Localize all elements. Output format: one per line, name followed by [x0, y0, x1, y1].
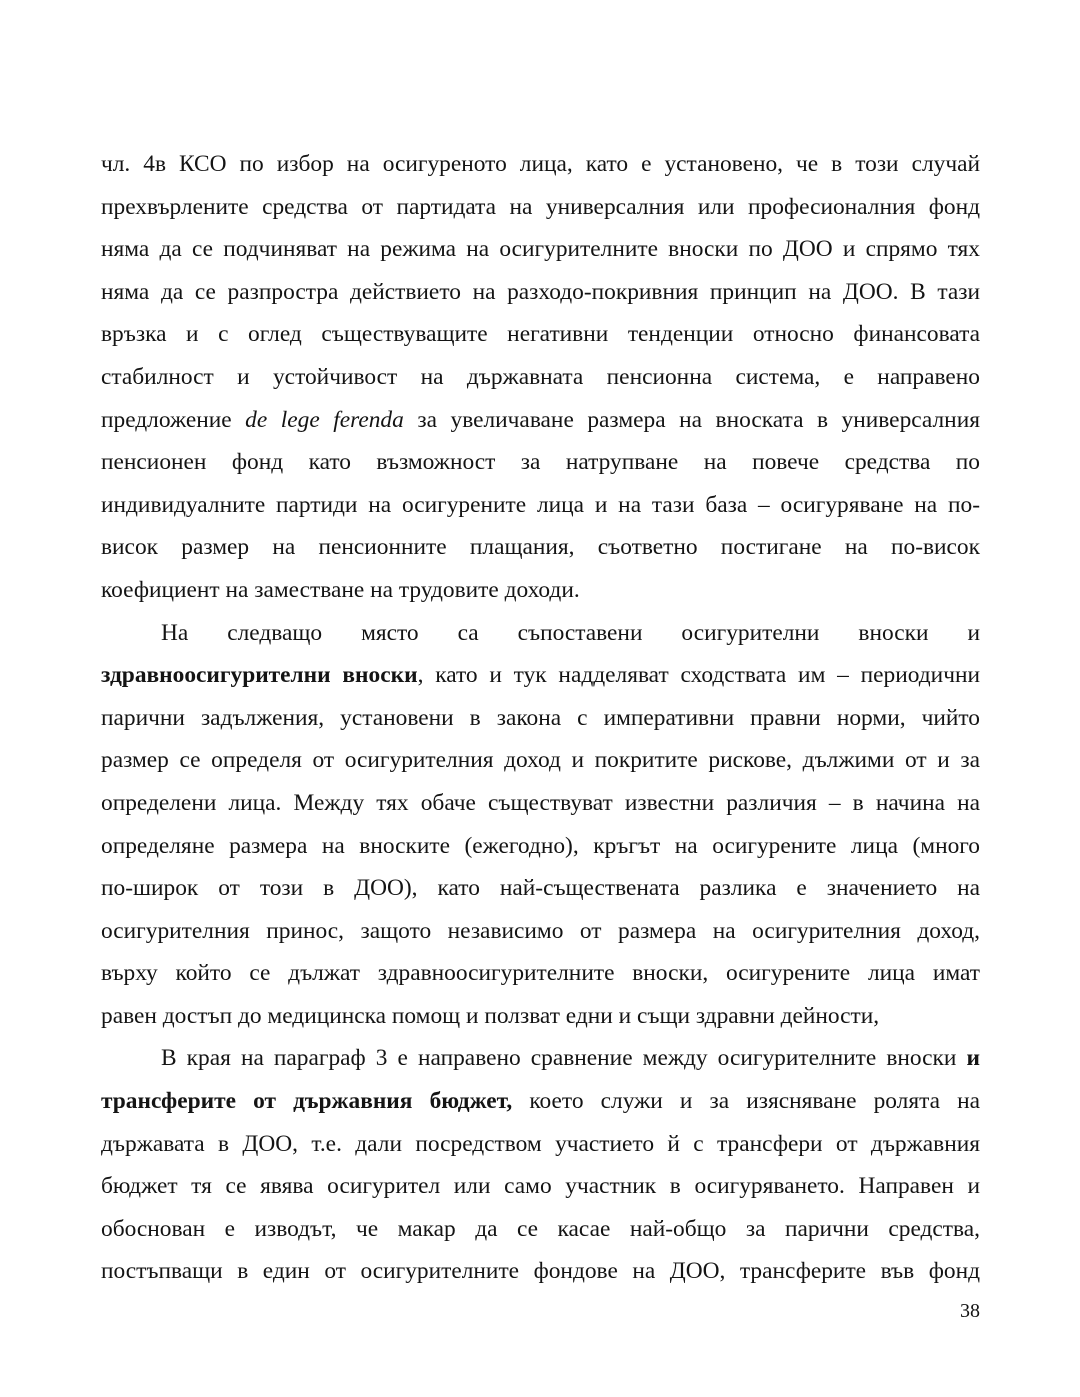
text-segment: за увеличаване размера на вноската в универсалния — [403, 406, 980, 433]
text-line: стабилност и устойчивост на държавната пенсионна система, е направено — [101, 363, 980, 390]
text-line: определени лица. Между тях обаче съществуват известни различия – в начина на — [101, 789, 980, 816]
paragraph-3 — [101, 1037, 980, 1293]
text-line: върху който се дължат здравноосигурителните вноски, осигурените лица имат — [101, 960, 980, 987]
body-text — [101, 143, 980, 1293]
text-line: висок размер на пенсионните плащания, съответно постигане на по-висок — [101, 534, 980, 561]
text-line — [101, 1037, 980, 1080]
text-line: пенсионен фонд като възможност за натрупване на повече средства по — [101, 449, 980, 476]
text-line: определяне размера на вноските (ежегодно), кръгът на осигурените лица (много — [101, 832, 980, 859]
text-line: прехвърлените средства от партидата на универсалния или професионалния фонд — [101, 193, 980, 220]
text-line: по-широк от този в ДОО), като най-съществената разлика е значението на — [101, 875, 980, 902]
page-number: 38 — [960, 1300, 980, 1322]
text-line: парични задължения, установени в закона с императивни правни норми, чийто — [101, 704, 980, 731]
text-line: бюджет тя се явява осигурител или само участник в осигуряването. Направен и — [101, 1173, 980, 1200]
text-line: няма да се разпростра действието на разходо-покривния принцип на ДОО. В тази — [101, 278, 980, 305]
text-line: държавата в ДОО, т.е. дали посредством участието й с трансфери от държавния — [101, 1130, 980, 1157]
paragraph-1 — [101, 143, 980, 612]
text-segment: , като и тук надделяват сходствата им – периодични — [417, 662, 980, 689]
text-line: равен достъп до медицинска помощ и ползват едни и същи здравни дейности, — [101, 1002, 880, 1029]
text-line: коефициент на заместване на трудовите доходи. — [101, 576, 580, 603]
text-line: На следващо място са съпоставени осигурителни вноски и — [161, 619, 980, 646]
latin-term: de lege ferenda — [245, 406, 404, 433]
text-line: постъпващи в един от осигурителните фондове на ДОО, трансферите във фонд — [101, 1258, 980, 1285]
bold-term: здравноосигурителни вноски — [101, 662, 418, 689]
text-line: размер се определя от осигурителния доход и покритите рискове, дължими от и за — [101, 747, 980, 774]
paragraph-2 — [101, 612, 980, 1038]
text-line: чл. 4в КСО по избор на осигуреното лица, като е установено, че в този случай — [101, 151, 980, 177]
text-line: обоснован е изводът, че макар да се касае най-общо за парични средства, — [101, 1215, 980, 1242]
text-line — [101, 399, 980, 442]
bold-term: трансферите от държавния бюджет, — [101, 1088, 513, 1115]
text-line: индивидуалните партиди на осигурените лица и на тази база – осигуряване на по- — [101, 491, 980, 518]
text-segment: което служи и за изясняване ролята на — [512, 1088, 980, 1115]
text-segment: предложение — [101, 406, 246, 433]
bold-term: и — [966, 1045, 980, 1072]
text-line — [101, 654, 980, 697]
text-line: връзка и с оглед съществуващите негативни тенденции относно финансовата — [101, 321, 980, 348]
text-line: осигурителния принос, защото независимо от размера на осигурителния доход, — [101, 917, 980, 944]
text-line — [101, 1080, 980, 1123]
text-line: няма да се подчиняват на режима на осигурителните вноски по ДОО и спрямо тях — [101, 236, 980, 263]
text-segment: В края на параграф 3 е направено сравнение между осигурителните вноски — [161, 1045, 967, 1072]
